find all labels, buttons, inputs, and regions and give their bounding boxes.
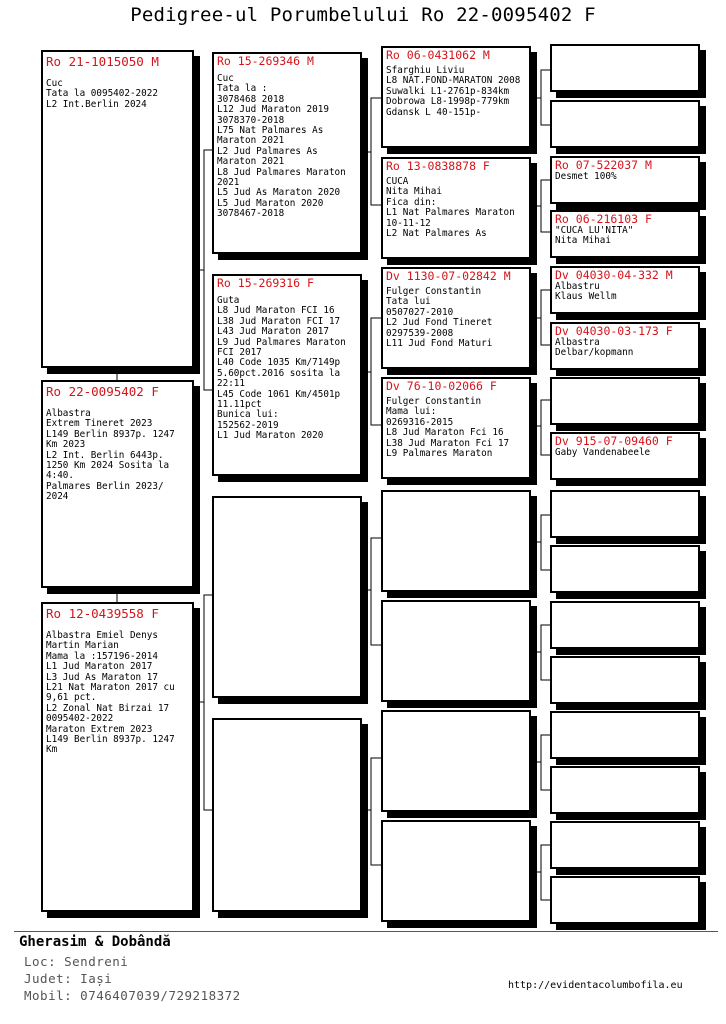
ring-number: Dv 04030-04-332 M <box>555 268 673 282</box>
pedigree-box-gen3-8 <box>381 820 531 922</box>
pedigree-box-gen4-12 <box>550 656 700 704</box>
pedigree-box-gen4-9 <box>550 490 700 538</box>
pedigree-box-gen3-3 <box>381 267 531 369</box>
pigeon-info: Sfarghiu Liviu L8 NAT.FOND-MARATON 2008 Suwalki L1-2761p-834km Dobrowa L8-1998p-779km Gdansk L 40-151p- <box>386 65 521 118</box>
pigeon-info: Cuc Tata la 0095402-2022 L2 Int.Berlin 2024 <box>46 78 158 110</box>
pigeon-info: Albastra Emiel Denys Martin Marian Mama la :157196-2014 L1 Jud Maraton 2017 L3 Jud As Maraton 17 L21 Nat Maraton 2017 cu 9,61 pct. L2 Zonal Nat Birzai 17 0095402-2022 Maraton Extrem 2023 L149 Berlin 8937p. 1247 Km <box>46 630 175 756</box>
breeder-location: Loc: Sendreni <box>24 954 129 969</box>
pedigree-box-gen3-1 <box>381 46 531 148</box>
pigeon-info: Albastru Klaus Wellm <box>555 281 617 303</box>
pigeon-info: Guta L8 Jud Maraton FCI 16 L38 Jud Maraton FCI 17 L43 Jud Maraton 2017 L9 Jud Palmares Maraton FCI 2017 L40 Code 1035 Km/7149p 5.60pct.2016 sosita la 22:11 L45 Code 1061 Km/4501p 11.11pct Bunica lui: 152562-2019 L1 Jud Maraton 2020 <box>217 295 346 442</box>
pedigree-box-sire <box>41 50 194 368</box>
ring-number: Ro 21-1015050 M <box>46 54 159 69</box>
pedigree-box-gen4-6 <box>550 322 700 370</box>
pedigree-box-gen4-10 <box>550 545 700 593</box>
pedigree-box-gen3-6 <box>381 600 531 702</box>
ring-number: Dv 04030-03-173 F <box>555 324 673 338</box>
breeder-name: Gherasim & Dobândă <box>19 934 171 950</box>
pigeon-info: Albastra Delbar/kopmann <box>555 337 634 359</box>
pedigree-box-gen4-2 <box>550 100 700 148</box>
pedigree-box-gen4-11 <box>550 601 700 649</box>
pedigree-box-gen3-2 <box>381 157 531 259</box>
ring-number: Ro 13-0838878 F <box>386 159 490 173</box>
pedigree-box-sire-sire <box>212 52 362 254</box>
pedigree-box-gen4-4 <box>550 210 700 258</box>
ring-number: Ro 06-0431062 M <box>386 48 490 62</box>
pedigree-box-dam-dam <box>212 718 362 912</box>
ring-number: Ro 15-269346 M <box>217 54 314 68</box>
pedigree-box-gen4-16 <box>550 876 700 924</box>
pedigree-box-gen4-13 <box>550 711 700 759</box>
ring-number: Ro 07-522037 M <box>555 158 652 172</box>
pigeon-info: Fulger Constantin Tata lui 0507027-2010 L2 Jud Fond Tineret 0297539-2008 L11 Jud Fond Maturi <box>386 286 493 350</box>
pedigree-box-gen4-14 <box>550 766 700 814</box>
pedigree-box-dam-sire <box>212 496 362 698</box>
breeder-phone: Mobil: 0746407039/729218372 <box>24 988 241 1003</box>
ring-number: Ro 06-216103 F <box>555 212 652 226</box>
footer-divider <box>14 931 718 932</box>
ring-number: Ro 22-0095402 F <box>46 384 159 399</box>
pedigree-box-gen4-7 <box>550 377 700 425</box>
pedigree-box-gen4-5 <box>550 266 700 314</box>
pedigree-box-dam <box>41 602 194 912</box>
pedigree-box-subject <box>41 380 194 588</box>
pedigree-box-gen3-7 <box>381 710 531 812</box>
ring-number: Dv 76-10-02066 F <box>386 379 497 393</box>
website-link[interactable]: http://evidentacolumbofila.eu <box>508 980 683 991</box>
ring-number: Dv 1130-07-02842 M <box>386 269 511 283</box>
pigeon-info: Desmet 100% <box>555 171 617 182</box>
page-title: Pedigree-ul Porumbelului Ro 22-0095402 F <box>130 4 596 26</box>
pedigree-box-gen4-3 <box>550 156 700 204</box>
pigeon-info: CUCA Nita Mihai Fica din: L1 Nat Palmares Maraton 10-11-12 L2 Nat Palmares As <box>386 176 515 240</box>
ring-number: Dv 915-07-09460 F <box>555 434 673 448</box>
pigeon-info: Gaby Vandenabeele <box>555 447 651 458</box>
pedigree-box-gen3-4 <box>381 377 531 479</box>
pedigree-box-gen4-1 <box>550 44 700 92</box>
breeder-county: Judet: Iași <box>24 971 113 986</box>
pedigree-box-gen4-8 <box>550 432 700 480</box>
pedigree-box-sire-dam <box>212 274 362 476</box>
pigeon-info: "CUCA LU'NITA" Nita Mihai <box>555 225 634 247</box>
pigeon-info: Albastra Extrem Tineret 2023 L149 Berlin 8937p. 1247 Km 2023 L2 Int. Berlin 6443p. 1250 Km 2024 Sosita la 4:40. Palmares Berlin 2023/ 2024 <box>46 408 175 503</box>
pigeon-info: Cuc Tata la : 3078468 2018 L12 Jud Maraton 2019 3078370-2018 L75 Nat Palmares As Maraton 2021 L2 Jud Palmares As Maraton 2021 L8 Jud Palmares Maraton 2021 L5 Jud As Maraton 2020 L5 Jud Maraton 2020 3078467-2018 <box>217 73 346 220</box>
pigeon-info: Fulger Constantin Mama lui: 0269316-2015 L8 Jud Maraton Fci 16 L38 Jud Maraton Fci 17 L9 Palmares Maraton <box>386 396 510 460</box>
ring-number: Ro 12-0439558 F <box>46 606 159 621</box>
pedigree-box-gen4-15 <box>550 821 700 869</box>
ring-number: Ro 15-269316 F <box>217 276 314 290</box>
pedigree-box-gen3-5 <box>381 490 531 592</box>
